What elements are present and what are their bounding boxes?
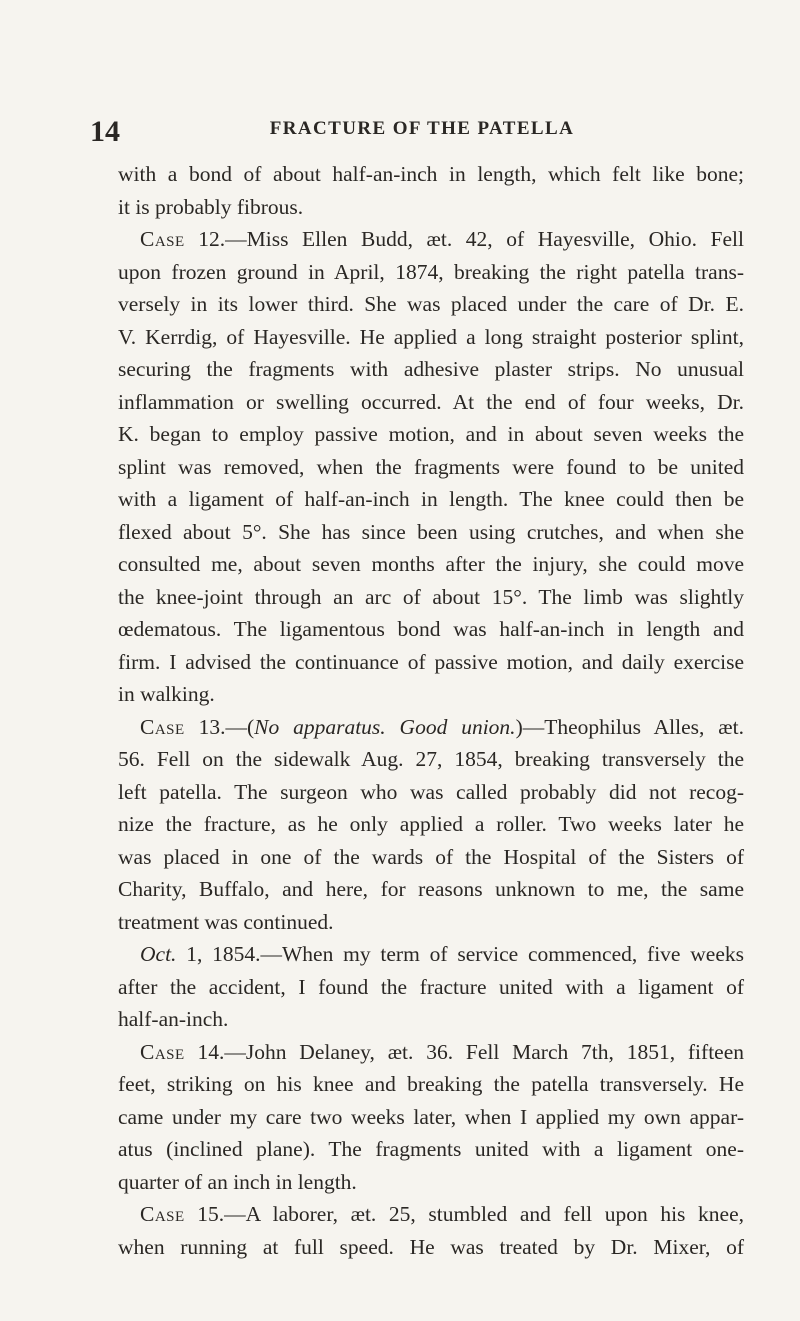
line-text: upon frozen ground in April, 1874, breaking the right patella trans- <box>118 259 744 284</box>
line-text: splint was removed, when the fragments were found to be united <box>118 454 744 479</box>
text-line <box>118 613 744 646</box>
text-line <box>118 483 744 516</box>
body-text <box>118 158 744 1263</box>
line-text: was placed in one of the wards of the Hospital of the Sisters of <box>118 844 744 869</box>
date-lead: Oct. <box>140 942 177 966</box>
text-line <box>118 256 744 289</box>
text-line <box>118 873 744 906</box>
case-label: Case <box>140 714 185 739</box>
line-text: with a ligament of half-an-inch in length. The knee could then be <box>118 487 744 511</box>
text-line <box>118 223 744 256</box>
line-text: treatment was continued. <box>118 909 334 934</box>
text-line <box>118 1166 744 1199</box>
text-line <box>118 516 744 549</box>
line-text: 1, 1854.—When my term of service commenced, five weeks <box>176 942 744 966</box>
case-label: Case <box>140 1039 185 1064</box>
text-line <box>118 353 744 386</box>
text-line <box>118 1133 744 1166</box>
line-text: it is probably fibrous. <box>118 194 304 219</box>
text-line <box>118 938 744 971</box>
italic-note: No apparatus. Good union. <box>254 714 516 739</box>
line-text: consulted me, about seven months after the injury, she could move <box>118 552 744 576</box>
line-text: the knee-joint through an arc of about 15°. The limb was slightly <box>118 584 744 609</box>
text-line <box>118 906 744 939</box>
text-line <box>118 191 744 224</box>
case-label: Case <box>140 227 185 251</box>
text-line <box>118 1198 744 1231</box>
text-line <box>118 581 744 614</box>
line-text: atus (inclined plane). The fragments united with a ligament one- <box>118 1137 744 1161</box>
line-text: 14.—John Delaney, æt. 36. Fell March 7th, 1851, fifteen <box>184 1039 744 1064</box>
text-line <box>118 321 744 354</box>
text-line <box>118 418 744 451</box>
line-text: securing the fragments with adhesive plaster strips. No unusual <box>118 357 744 381</box>
line-text: inflammation or swelling occurred. At the end of four weeks, Dr. <box>118 389 744 414</box>
text-line <box>118 386 744 419</box>
text-line <box>118 288 744 321</box>
line-text: half-an-inch. <box>118 1007 229 1031</box>
text-line <box>118 743 744 776</box>
text-line <box>118 711 744 744</box>
line-text: nize the fracture, as he only applied a roller. Two weeks later he <box>118 812 744 836</box>
text-line <box>118 971 744 1004</box>
line-text: Charity, Buffalo, and here, for reasons unknown to me, the same <box>118 877 744 901</box>
page-header <box>90 112 714 152</box>
text-line <box>118 548 744 581</box>
page-number: 14 <box>90 115 120 148</box>
line-text: feet, striking on his knee and breaking the patella transversely. He <box>118 1072 744 1096</box>
line-text: œdematous. The ligamentous bond was half-an-inch in length and <box>118 617 744 641</box>
line-text: 56. Fell on the sidewalk Aug. 27, 1854, breaking transversely the <box>118 747 744 771</box>
line-text: versely in its lower third. She was placed under the care of Dr. E. <box>118 292 744 316</box>
text-line <box>118 451 744 484</box>
line-text: flexed about 5°. She has since been using crutches, and when she <box>118 519 744 544</box>
running-head: FRACTURE OF THE PATELLA <box>269 118 575 139</box>
line-text: 15.—A laborer, æt. 25, stumbled and fell upon his knee, <box>184 1202 744 1226</box>
text-line <box>118 678 744 711</box>
line-text: 12.—Miss Ellen Budd, æt. 42, of Hayesville, Ohio. Fell <box>184 227 744 251</box>
text-line <box>118 1036 744 1069</box>
line-text: K. began to employ passive motion, and in about seven weeks the <box>118 422 744 446</box>
text-line <box>118 1003 744 1036</box>
text-line <box>118 776 744 809</box>
line-text: quarter of an inch in length. <box>118 1169 357 1194</box>
line-text: in walking. <box>118 682 215 706</box>
line-text-after: )—Theophilus Alles, æt. <box>515 714 744 739</box>
text-line <box>118 841 744 874</box>
line-text: firm. I advised the continuance of passive motion, and daily exercise <box>118 649 744 674</box>
text-line <box>118 158 744 191</box>
line-text: after the accident, I found the fracture united with a ligament of <box>118 974 744 999</box>
line-text: with a bond of about half-an-inch in length, which felt like bone; <box>118 162 744 186</box>
text-line <box>118 1068 744 1101</box>
line-text: when running at full speed. He was treated by Dr. Mixer, of <box>118 1234 744 1259</box>
line-text: V. Kerrdig, of Hayesville. He applied a long straight posterior splint, <box>118 324 744 349</box>
text-line <box>118 1101 744 1134</box>
line-text: 13.—( <box>184 714 255 739</box>
line-text: left patella. The surgeon who was called probably did not recog- <box>118 779 744 804</box>
text-line <box>118 808 744 841</box>
line-text: came under my care two weeks later, when I applied my own appar- <box>118 1104 744 1129</box>
text-line <box>118 646 744 679</box>
case-label: Case <box>140 1202 185 1226</box>
text-line <box>118 1231 744 1264</box>
